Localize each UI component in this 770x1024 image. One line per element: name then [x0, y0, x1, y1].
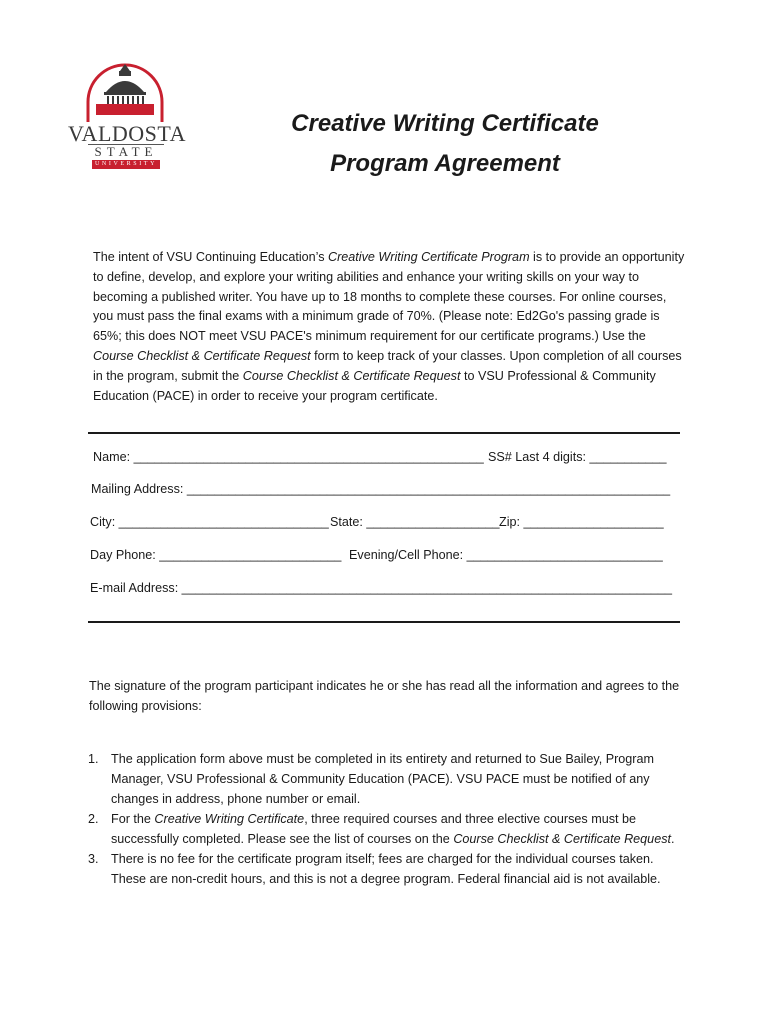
logo-wordmark-state: STATE — [88, 144, 164, 159]
name-field[interactable]: Name: __________________________________________________ — [93, 450, 488, 464]
state-field[interactable]: State: ___________________ — [330, 515, 500, 529]
vsu-logo — [66, 62, 184, 174]
list-item-text: . — [671, 832, 675, 846]
checklist-form-name: Course Checklist & Certificate Request — [93, 348, 311, 363]
list-item-number: 1. — [88, 752, 99, 766]
form-bottom-divider — [88, 621, 680, 623]
checklist-form-name: Course Checklist & Certificate Request — [453, 832, 671, 846]
document-title-line-2: Program Agreement — [330, 150, 560, 177]
checklist-form-name: Course Checklist & Certificate Request — [242, 368, 461, 383]
list-item-number: 2. — [88, 812, 99, 826]
email-field[interactable]: E-mail Address: ______________________________________________________________________ — [90, 581, 672, 595]
list-item-number: 3. — [88, 852, 99, 866]
intro-text: form to keep track of your classes. Upon completion of all courses in the program, submit the — [93, 348, 682, 383]
list-item-text: For the — [111, 812, 155, 826]
document-title-line-1: Creative Writing Certificate — [291, 110, 599, 137]
logo-wordmark-university: UNIVERSITY — [92, 160, 160, 169]
ss-last4-field[interactable]: SS# Last 4 digits: ___________ — [488, 450, 667, 464]
logo-wordmark-valdosta: VALDOSTA — [68, 121, 186, 146]
intro-text: The intent of VSU Continuing Education’s — [93, 250, 328, 264]
intro-text: to VSU Professional & Community Education (PACE) in order to receive your program certificate. — [93, 368, 656, 403]
list-item-text: , three required courses and three elective courses must be successfully completed. Please see the list of courses on the — [111, 812, 636, 846]
mailing-address-field[interactable]: Mailing Address: _____________________________________________________________________ — [91, 482, 671, 496]
clock-tower-icon — [66, 62, 184, 124]
evening-phone-field[interactable]: Evening/Cell Phone: ____________________________ — [349, 548, 663, 562]
city-field[interactable]: City: ______________________________ — [90, 515, 329, 529]
list-item — [88, 809, 688, 849]
list-item — [88, 849, 688, 889]
form-top-divider — [88, 432, 680, 434]
certificate-name: Creative Writing Certificate — [154, 812, 305, 826]
signature-paragraph: The signature of the program participant indicates he or she has read all the information and agrees to the following provisions: — [89, 679, 680, 713]
zip-field[interactable]: Zip: ____________________ — [499, 515, 664, 529]
program-name: Creative Writing Certificate Program — [328, 250, 530, 264]
list-item-text: There is no fee for the certificate program itself; fees are charged for the individual courses taken. These are non-credit hours, and this is not a degree program. Federal financial aid is not available. — [111, 852, 661, 886]
day-phone-field[interactable]: Day Phone: __________________________ — [90, 548, 342, 562]
list-item — [88, 749, 688, 809]
provisions-list — [88, 749, 688, 889]
intro-text: is to provide an opportunity to define, develop, and explore your writing abilities and enhance your writing skills on your way to becoming a published writer. You have up to 18 months to complete these courses. For online courses, you must pass the final exams with a minimum grade of 70%. (Please note: Ed2Go's passing grade is 65%; this does NOT meet VSU PACE's minimum requirement for our certificate programs.) Use the — [93, 250, 685, 344]
list-item-text: The application form above must be completed in its entirety and returned to Sue Bailey, Program Manager, VSU Professional & Community Education (PACE). VSU PACE must be notified of any changes in address, phone number or email. — [111, 752, 654, 806]
intro-paragraph — [93, 248, 688, 406]
